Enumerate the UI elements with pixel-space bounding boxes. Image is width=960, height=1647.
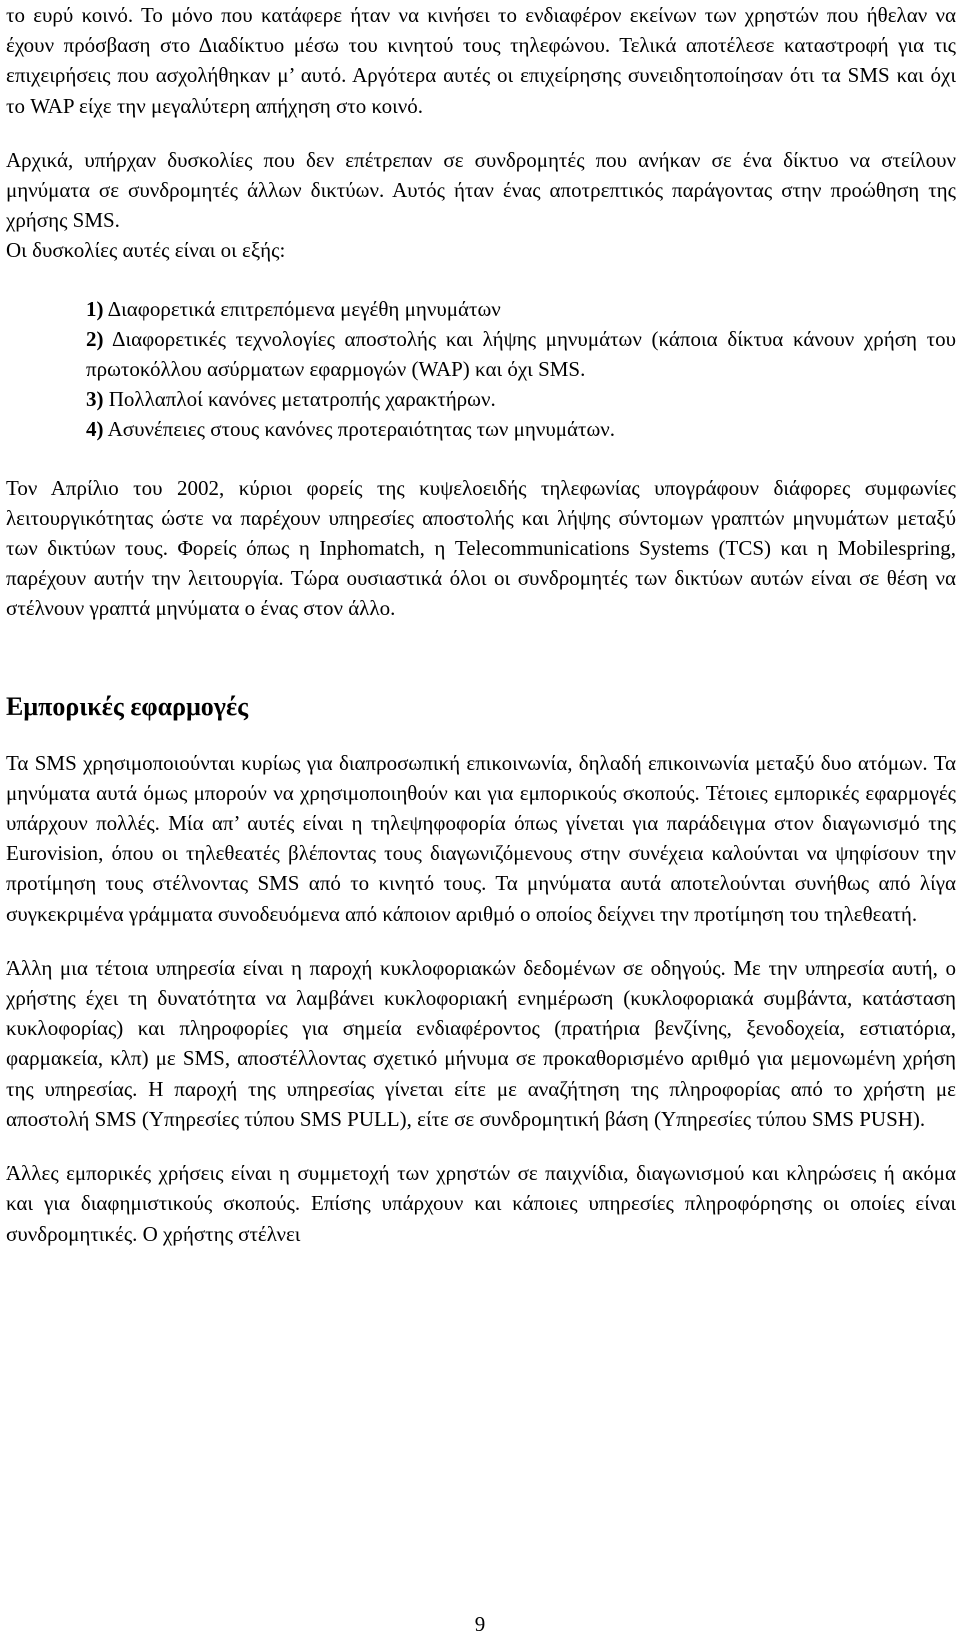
- list-item-number: 1): [86, 296, 104, 321]
- list-item-text: Ασυνέπειες στους κανόνες προτεραιότητας των μηνυμάτων.: [107, 417, 616, 442]
- paragraph-wap-intro: το ευρύ κοινό. Το μόνο που κατάφερε ήταν να κινήσει το ενδιαφέρον εκείνων των χρηστών που ήθελαν να έχουν πρόσβαση στο Διαδίκτυο μέσω του κινητού τους τηλεφώνου. Τελικά αποτέλεσε καταστροφή για τις επιχειρήσεις που ασχολήθηκαν μ’ αυτό. Αργότερα αυτές οι επιχείρησης συνειδητοποίησαν ότι τα SMS και όχι το WAP είχε την μεγαλύτερη απήχηση στο κοινό.: [6, 3, 956, 118]
- paragraph-traffic-service: Άλλη μια τέτοια υπηρεσία είναι η παροχή κυκλοφοριακών δεδομένων σε οδηγούς. Με την υπηρεσία αυτή, ο χρήστης έχει τη δυνατότητα να λαμβάνει κυκλοφοριακή ενημέρωση (κυκλοφοριακά συμβάντα, κατάσταση κυκλοφορίας) και πληροφορίες για σημεία ενδιαφέροντος (πρατήρια βενζίνης, ξενοδοχεία, εστιατόρια, φαρμακεία, κλπ) με SMS, αποστέλλοντας σχετικό μήνυμα σε προκαθορισμένο αριθμό για μεμονωμένη χρήση της υπηρεσίας. Η παροχή της υπηρεσίας γίνεται είτε με αναζήτηση της πληροφορίας από το χρήστη με αποστολή SMS (Υπηρεσίες τύπου SMS PULL), είτε σε συνδρομητική βάση (Υπηρεσίες τύπου SMS PUSH).: [6, 955, 956, 1131]
- difficulties-list: [6, 294, 956, 445]
- page-number: 9: [474, 1612, 486, 1636]
- paragraph-commercial-uses: Τα SMS χρησιμοποιούνται κυρίως για διαπροσωπική επικοινωνία, δηλαδή επικοινωνία μεταξύ δυο ατόμων. Τα μηνύματα αυτά όμως μπορούν να χρησιμοποιηθούν και για εμπορικούς σκοπούς. Τέτοιες εμπορικές εφαρμογές υπάρχουν πολλές. Μία απ’ αυτές είναι η τηλεψηφοφορία όπως γίνεται για παράδειγμα στον διαγωνισμό της Eurovision, όπου οι τηλεθεατές βλέποντας τους διαγωνιζόμενους στην συνέχεια καλούνται να ψηφίσουν την προτίμηση τους στέλνοντας SMS από το κινητό τους. Τα μηνύματα αυτά αποτελούνται συνήθως από λίγα συγκεκριμένα γράμματα συνοδευόμενα από κάποιον αριθμό ο οποίος δείχνει την προτίμηση του τηλεθεατή.: [6, 750, 956, 926]
- list-item-number: 3): [86, 387, 104, 412]
- list-item: [86, 414, 956, 444]
- list-item: [86, 294, 956, 324]
- paragraph-network-difficulties: Αρχικά, υπήρχαν δυσκολίες που δεν επέτρεπαν σε συνδρομητές που ανήκαν σε ένα δίκτυο να στείλουν μηνύματα σε συνδρομητές άλλων δικτύων. Αυτός ήταν ένας αποτρεπτικός παράγοντας στην προώθηση της χρήσης SMS.: [6, 147, 956, 233]
- list-item-text: Διαφορετικά επιτρεπόμενα μεγέθη μηνυμάτων: [107, 296, 501, 321]
- list-item-text: Πολλαπλοί κανόνες μετατροπής χαρακτήρων.: [108, 387, 496, 412]
- list-item-number: 2): [86, 326, 104, 351]
- list-item: [86, 324, 956, 384]
- list-item: [86, 384, 956, 414]
- paragraph-difficulties-lead: Οι δυσκολίες αυτές είναι οι εξής:: [6, 238, 286, 263]
- list-item-text: Διαφορετικές τεχνολογίες αποστολής και λήψης μηνυμάτων (κάποια δίκτυα κάνουν χρήση του πρωτοκόλλου ασύρματων εφαρμογών (WAP) και όχι SMS.: [86, 326, 956, 382]
- document-page: [6, 0, 956, 1249]
- list-item-number: 4): [86, 417, 104, 442]
- paragraph-april-2002: Τον Απρίλιο του 2002, κύριοι φορείς της κυψελοειδής τηλεφωνίας υπογράφουν διάφορες συμφωνίες λειτουργικότητας ώστε να παρέχουν υπηρεσίες αποστολής και λήψης σύντομων γραπτών μηνυμάτων μεταξύ των δικτύων τους. Φορείς όπως η Inphomatch, η Telecommunications Systems (TCS) και η Mobilespring, παρέχουν αυτήν την λειτουργία. Τώρα ουσιαστικά όλοι οι συνδρομητές των δικτύων αυτών είναι σε θέση να στέλνουν γραπτά μηνύματα ο ένας στον άλλο.: [6, 475, 956, 621]
- section-heading: Εμπορικές εφαρμογές: [6, 691, 249, 721]
- paragraph-other-uses: Άλλες εμπορικές χρήσεις είναι η συμμετοχή των χρηστών σε παιχνίδια, διαγωνισμού και κληρώσεις ή ακόμα και για διαφημιστικούς σκοπούς. Επίσης υπάρχουν και κάποιες υπηρεσίες πληροφόρησης οι οποίες είναι συνδρομητικές. Ο χρήστης στέλνει: [6, 1161, 956, 1246]
